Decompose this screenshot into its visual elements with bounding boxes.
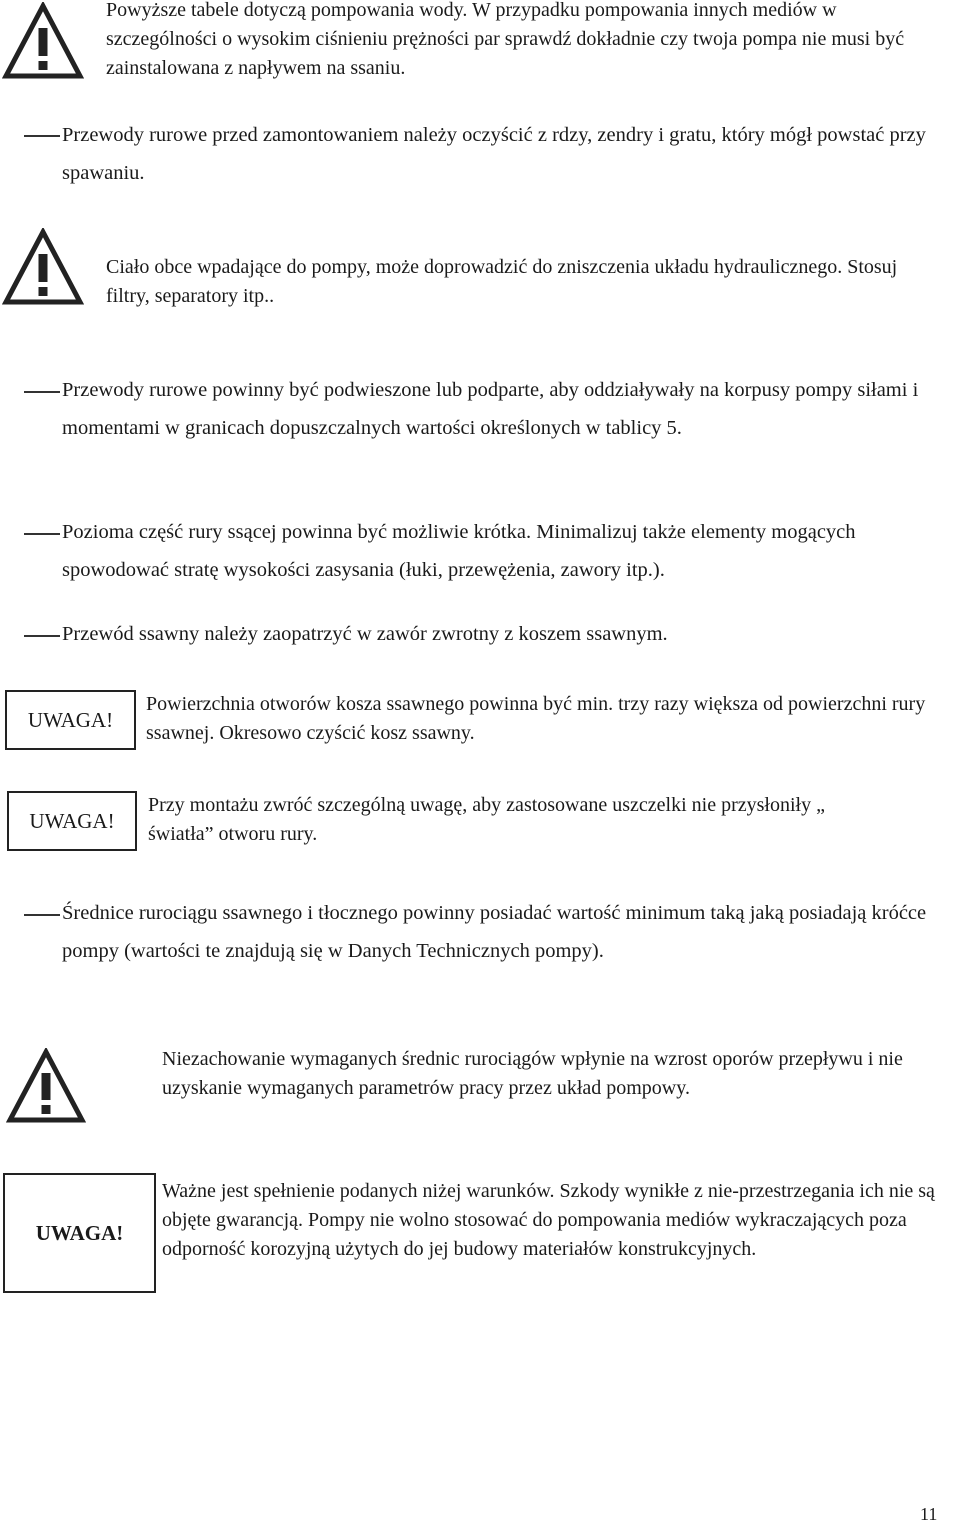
list-item-pipe-diameter: Średnice rurociągu ssawnego i tłocznego powinny posiadać wartość minimum taką jaką posiadają króćce pompy (wartości te znajdują się w Danych Technicznych pompy).	[62, 902, 927, 962]
uwaga-badge: UWAGA!	[7, 791, 137, 851]
list-dash	[24, 914, 60, 916]
list-item-suction-length: Pozioma część rury ssącej powinna być możliwie krótka. Minimalizuj także elementy mogących spowodować stratę wysokości zasysania (łuki, przewężenia, zawory itp.).	[62, 521, 856, 581]
warning-triangle-icon	[2, 228, 84, 306]
list-dash	[24, 391, 60, 393]
warning-text-suction: Powyższe tabele dotyczą pompowania wody. W przypadku pompowania innych mediów w szczególności o wysokim ciśnieniu prężności par sprawdź dokładnie czy twoja pompa nie musi być zainstalowana z napływem na ssaniu.	[106, 0, 905, 79]
list-item-pipe-support: Przewody rurowe powinny być podwieszone lub podparte, aby oddziaływały na korpusy pompy siłami i momentami w granicach dopuszczalnych wartości określonych w tablicy 5.	[62, 379, 919, 439]
page-number: 11	[920, 1504, 938, 1524]
list-dash	[24, 533, 60, 535]
warning-triangle-icon	[6, 1048, 86, 1124]
warning-text-diameters: Niezachowanie wymaganych średnic rurociągów wpłynie na wzrost oporów przepływu i nie uzyskanie wymaganych parametrów pracy przez układ pompowy.	[162, 1048, 903, 1099]
uwaga-text-strainer: Powierzchnia otworów kosza ssawnego powinna być min. trzy razy większa od powierzchni rury ssawnej. Okresowo czyścić kosz ssawny.	[146, 693, 926, 744]
warning-text-foreign-bodies: Ciało obce wpadające do pompy, może doprowadzić do zniszczenia układu hydraulicznego. Stosuj filtry, separatory itp..	[106, 256, 898, 307]
warning-triangle-icon	[2, 2, 84, 80]
uwaga-text-gaskets: Przy montażu zwróć szczególną uwagę, aby zastosowane uszczelki nie przysłoniły „ światła” otworu rury.	[148, 794, 825, 845]
list-item-check-valve: Przewód ssawny należy zaopatrzyć w zawór zwrotny z koszem ssawnym.	[62, 623, 668, 645]
list-item-pipe-cleaning: Przewody rurowe przed zamontowaniem należy oczyścić z rdzy, zendry i gratu, który mógł powstać przy spawaniu.	[62, 124, 926, 184]
uwaga-badge: UWAGA!	[3, 1173, 156, 1293]
list-dash	[24, 635, 60, 637]
uwaga-badge: UWAGA!	[5, 690, 136, 750]
uwaga-text-warranty: Ważne jest spełnienie podanych niżej warunków. Szkody wynikłe z nie-przestrzegania ich nie są objęte gwarancją. Pompy nie wolno stosować do pompowania mediów wykraczających poza odporność korozyjną użytych do jej budowy materiałów konstrukcyjnych.	[162, 1180, 935, 1260]
list-dash	[24, 135, 60, 137]
